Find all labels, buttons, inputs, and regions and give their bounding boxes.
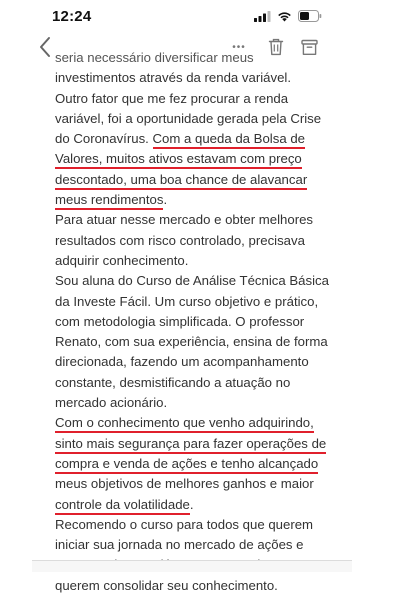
message-line — [55, 231, 335, 251]
highlighted-text: controle da volatilidade — [55, 497, 190, 515]
message-line-text: Renato, com sua experiência, ensina de forma — [55, 334, 328, 350]
message-line — [55, 393, 335, 413]
message-line — [55, 210, 335, 230]
bottom-bar — [32, 560, 352, 572]
message-line — [55, 109, 335, 129]
message-line — [55, 48, 335, 68]
message-body — [55, 50, 335, 593]
message-line-text: . — [163, 192, 168, 208]
message-line — [55, 149, 335, 169]
message-line — [55, 495, 335, 515]
highlighted-text: meus rendimentos — [55, 192, 163, 210]
message-line-text: mercado acionário. — [55, 395, 168, 411]
message-line — [55, 170, 335, 190]
message-line-text: Sou aluna do Curso de Análise Técnica Básica — [55, 273, 329, 289]
message-line — [55, 474, 335, 494]
message-line — [55, 535, 335, 555]
message-line-text: constante, desmistificando a atuação no — [55, 374, 291, 390]
status-time: 12:24 — [52, 8, 92, 25]
highlighted-text: Valores, muitos ativos estavam com preço — [55, 151, 302, 169]
signal-icon — [254, 11, 271, 22]
message-line-text: iniciar sua jornada no mercado de ações e — [55, 537, 304, 553]
more-icon: ••• — [232, 41, 246, 53]
message-line-text: adquirir conhecimento. — [55, 252, 189, 268]
message-line-text: resultados com risco controlado, precisava — [55, 232, 305, 248]
message-line-text: Outro fator que me fez procurar a renda — [55, 90, 289, 106]
back-button[interactable] — [38, 36, 56, 58]
message-line — [55, 413, 335, 433]
message-line — [55, 68, 335, 88]
message-line — [55, 454, 335, 474]
message-line — [55, 373, 335, 393]
message-line-text: direcionada, fazendo um acompanhamento — [55, 354, 309, 370]
wifi-icon — [277, 11, 292, 22]
message-line — [55, 89, 335, 109]
highlighted-text: Com o conhecimento que venho adquirindo, — [55, 415, 314, 433]
message-line-text: querem consolidar seu conhecimento. — [55, 577, 278, 593]
message-line — [55, 332, 335, 352]
message-line-text: seria necessário diversificar meus — [55, 50, 254, 65]
highlighted-text: compra e venda de ações e tenho alcançado — [55, 456, 318, 474]
message-text — [55, 48, 335, 596]
message-line-text: do Coronavírus. — [55, 131, 153, 147]
battery-icon — [298, 10, 322, 22]
message-line — [55, 292, 335, 312]
message-line-text: investimentos através da renda variável. — [55, 70, 292, 86]
chevron-left-icon — [38, 36, 52, 58]
status-icons — [254, 10, 322, 22]
message-line-text: Para atuar nesse mercado e obter melhores — [55, 212, 314, 228]
message-line — [55, 251, 335, 271]
message-line — [55, 190, 335, 210]
message-line — [55, 312, 335, 332]
message-line — [55, 434, 335, 454]
message-line — [55, 576, 335, 596]
message-line — [55, 352, 335, 372]
message-line-text: . — [189, 496, 194, 512]
message-line-text: da Investe Fácil. Um curso objetivo e prático, — [55, 293, 319, 309]
highlighted-text: sinto mais segurança para fazer operações de — [55, 436, 326, 454]
highlighted-text: descontado, uma boa chance de alavancar — [55, 172, 307, 190]
message-line-text: com metodologia simplificada. O professor — [55, 313, 305, 329]
message-line — [55, 271, 335, 291]
message-line-text: Recomendo o curso para todos que querem — [55, 516, 314, 532]
message-line-text: meus objetivos de melhores ganhos e maior — [55, 476, 314, 492]
status-bar — [0, 0, 400, 30]
message-line — [55, 515, 335, 535]
message-line-text: variável, foi a oportunidade gerada pela Crise — [55, 110, 322, 126]
highlighted-text: Com a queda da Bolsa de — [153, 131, 306, 149]
message-line — [55, 129, 335, 149]
